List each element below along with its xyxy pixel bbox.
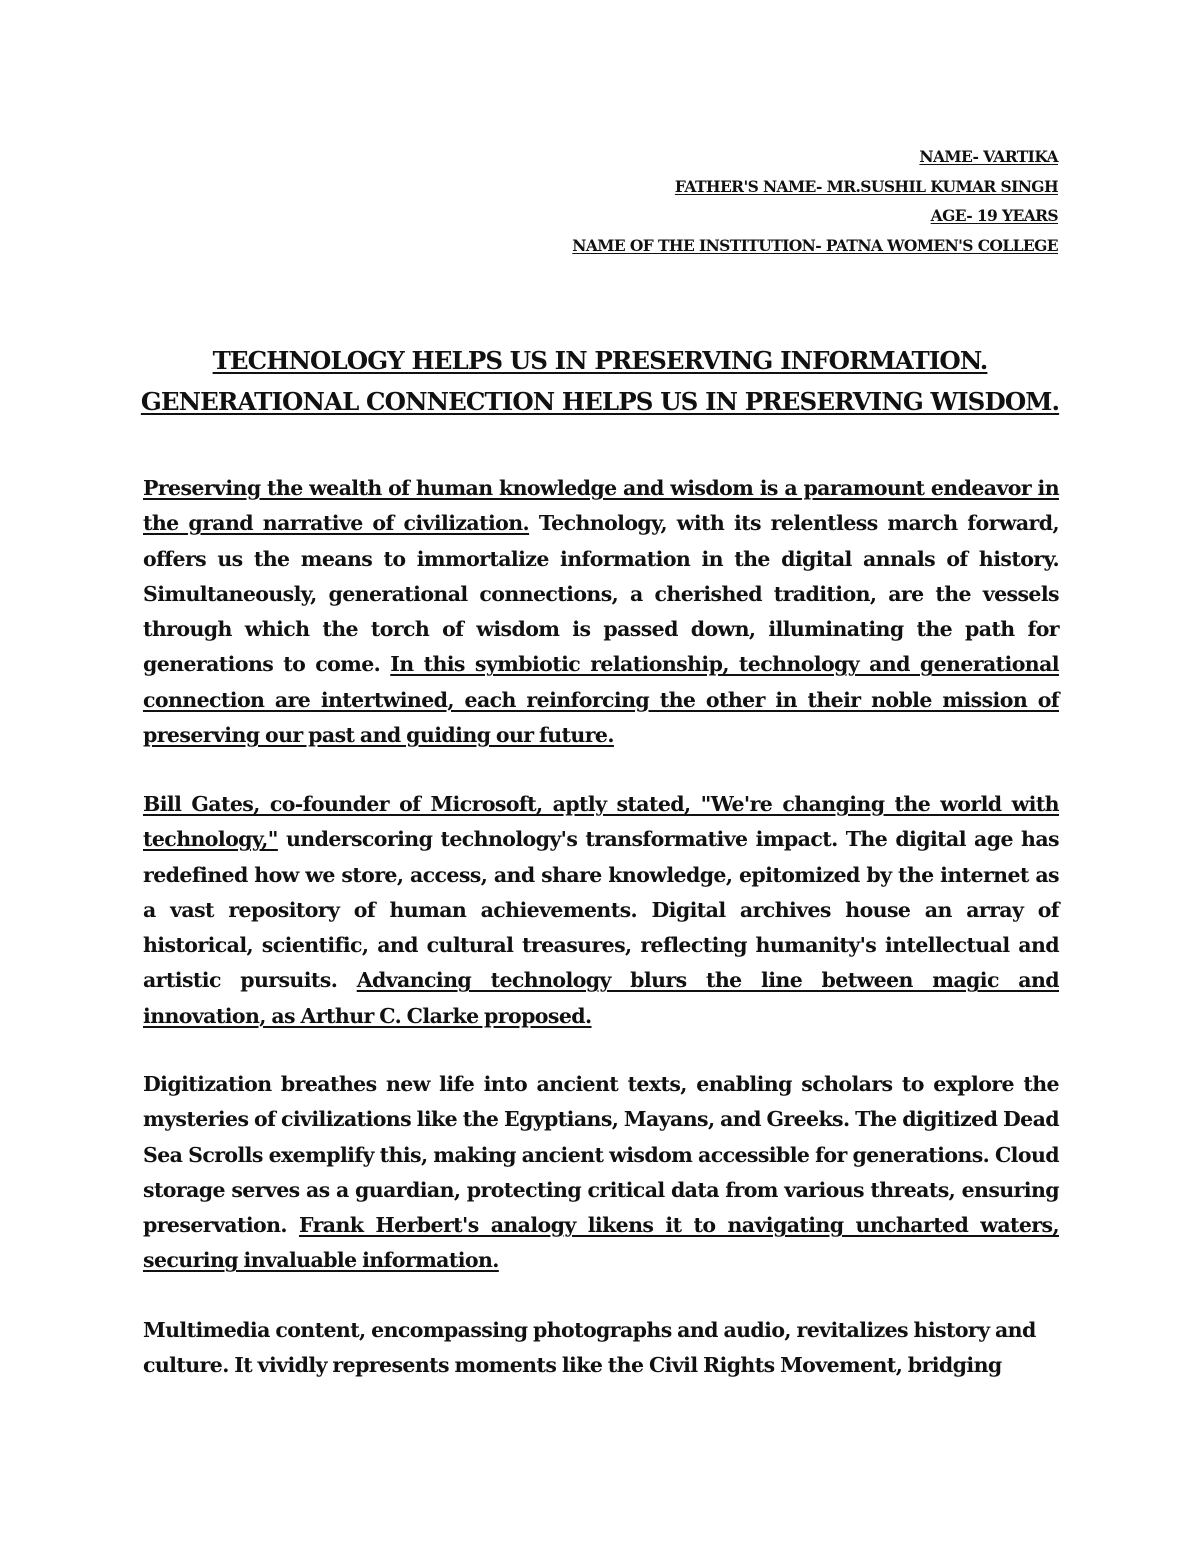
- fathers-name: FATHER'S NAME- MR.SUSHIL KUMAR SINGH: [674, 176, 1058, 196]
- paragraph-2-body: underscoring technology's transformative impact. The digital age has redefined how we store, access, and share knowledge, epitomized by the internet as a vast repository of human achievements. Digital archives house an array of historical, scientific, and cultural treasures, reflecting humanity's intellectual and artistic pursuits.: [143, 827, 1059, 993]
- paragraph-1-body: Technology, with its relentless march forward, offers us the means to immortalize information in the digital annals of history. Simultaneously, generational connections, a cherished tradition, are the vessels through which the torch of wisdom is passed down, illuminating the path for generations to come.: [143, 511, 1059, 677]
- title-line-1: [100, 340, 1100, 381]
- author-name-line: [358, 142, 1058, 172]
- author-details: [358, 142, 1058, 260]
- paragraph-1-underlined-closing: In this symbiotic relationship, technology and generational connection are intertwined, each reinforcing the other in their noble mission of preserving our past and guiding our future.: [143, 652, 1059, 748]
- author-age: AGE- 19 YEARS: [930, 206, 1058, 225]
- title-line-2: [100, 381, 1100, 422]
- fathers-name-line: [358, 172, 1058, 202]
- age-line: [358, 201, 1058, 231]
- paragraph-3-underlined-closing: Frank Herbert's analogy likens it to navigating uncharted waters, securing invaluable information.: [143, 1213, 1059, 1273]
- paragraph-3-body: Digitization breathes new life into ancient texts, enabling scholars to explore the mysteries of civilizations like the Egyptians, Mayans, and Greeks. The digitized Dead Sea Scrolls exemplify this, making ancient wisdom accessible for generations. Cloud storage serves as a guardian, protecting critical data from various threats, ensuring preservation.: [143, 1072, 1059, 1238]
- institution-line: [358, 231, 1058, 261]
- paragraph-3: [143, 1067, 1059, 1279]
- paragraph-4-body: Multimedia content, encompassing photographs and audio, revitalizes history and culture. It vividly represents moments like the Civil Rights Movement, bridging: [143, 1318, 1036, 1378]
- institution-name: NAME OF THE INSTITUTION- PATNA WOMEN'S COLLEGE: [572, 235, 1058, 255]
- title-text-1: TECHNOLOGY HELPS US IN PRESERVING INFORMATION.: [212, 346, 988, 375]
- essay-title: [100, 340, 1100, 422]
- paragraph-1-underlined-opening: Preserving the wealth of human knowledge and wisdom is a paramount endeavor in the grand narrative of civilization.: [143, 476, 1059, 536]
- paragraph-2-underlined-quote: Bill Gates, co-founder of Microsoft, aptly stated, "We're changing the world with technology,": [143, 792, 1059, 852]
- paragraph-2: [143, 787, 1059, 1034]
- paragraph-1: [143, 471, 1059, 753]
- author-name: NAME- VARTIKA: [919, 147, 1058, 166]
- title-text-2: GENERATIONAL CONNECTION HELPS US IN PRESERVING WISDOM.: [140, 387, 1060, 416]
- paragraph-2-underlined-closing: Advancing technology blurs the line between magic and innovation, as Arthur C. Clarke proposed.: [143, 968, 1059, 1028]
- paragraph-4: [143, 1313, 1059, 1384]
